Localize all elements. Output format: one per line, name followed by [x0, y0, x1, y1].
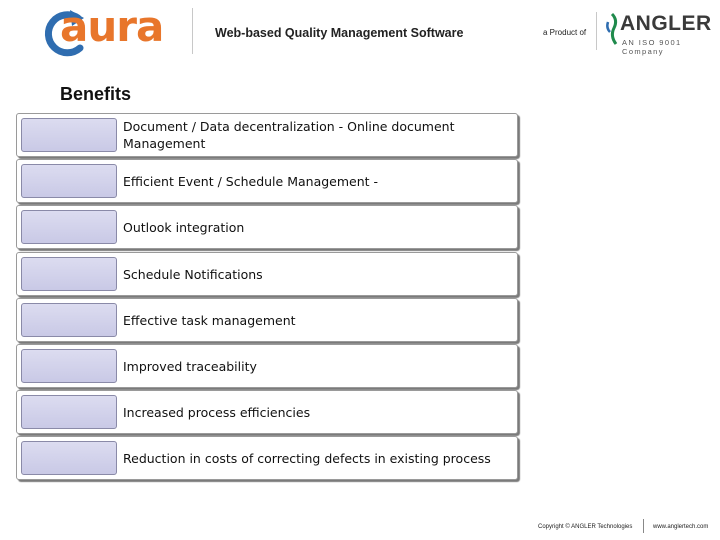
benefit-text: Reduction in costs of correcting defects in existing process: [123, 450, 491, 466]
footer-website-link[interactable]: www.anglertech.com: [653, 524, 709, 530]
footer-copyright: Copyright © ANGLER Technologies: [538, 524, 633, 530]
benefit-item: [16, 344, 518, 388]
benefit-text: Efficient Event / Schedule Management -: [123, 173, 379, 189]
page-header-title: Web-based Quality Management Software: [215, 26, 464, 40]
benefit-marker: [21, 303, 117, 337]
benefit-marker: [21, 164, 117, 198]
benefit-item: [16, 298, 518, 342]
benefit-marker: [21, 441, 117, 475]
benefit-text: Schedule Notifications: [123, 266, 263, 282]
product-of-label: a Product of: [543, 28, 587, 37]
benefit-text: Increased process efficiencies: [123, 404, 311, 420]
benefit-text: Improved traceability: [123, 358, 257, 374]
benefit-marker: [21, 257, 117, 291]
benefit-marker: [21, 118, 117, 152]
benefit-marker: [21, 210, 117, 244]
angler-tagline: AN ISO 9001 Company: [622, 38, 682, 56]
benefit-marker: [21, 349, 117, 383]
section-title: Benefits: [60, 84, 132, 104]
benefit-item: [16, 436, 518, 480]
benefit-text: Outlook integration: [123, 219, 245, 235]
benefit-item: [16, 113, 518, 157]
header-divider: [596, 12, 597, 50]
benefit-text: Effective task management: [123, 312, 296, 328]
header-divider: [192, 8, 193, 54]
benefit-item: [16, 205, 518, 249]
footer-divider: [643, 519, 644, 533]
benefit-item: [16, 390, 518, 434]
logo-wordmark: aura: [60, 2, 164, 51]
benefit-item: [16, 252, 518, 296]
benefit-item: [16, 159, 518, 203]
angler-wordmark: ANGLER: [620, 12, 712, 35]
benefit-marker: [21, 395, 117, 429]
benefit-text: Document / Data decentralization - Online document Management: [123, 119, 455, 151]
